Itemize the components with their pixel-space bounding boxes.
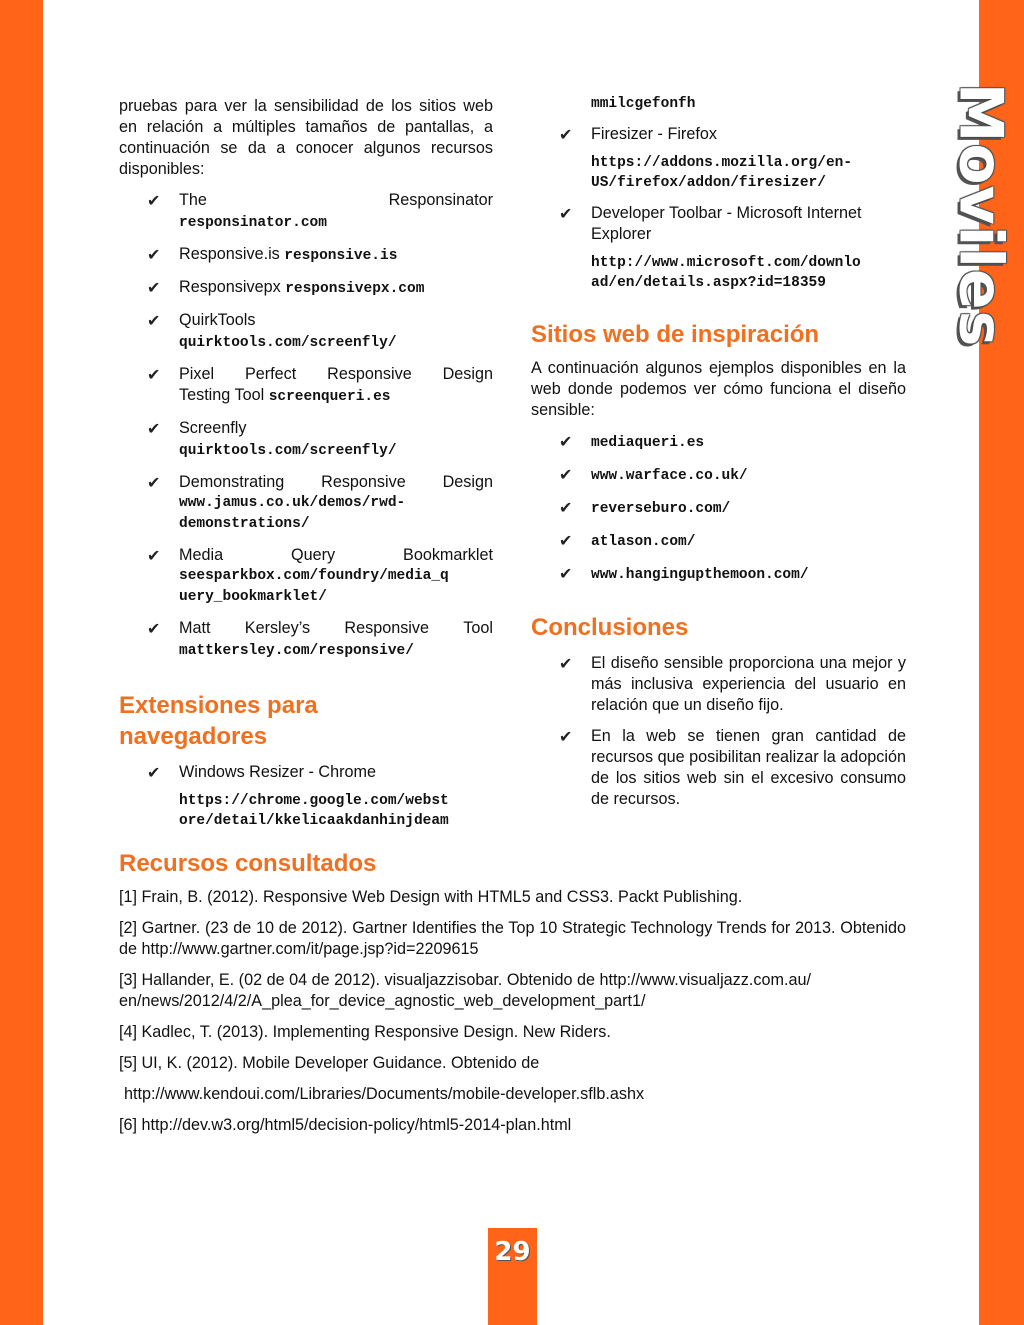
list-item xyxy=(119,310,493,354)
left-column xyxy=(119,96,493,841)
reference-item: [2] Gartner. (23 de 10 de 2012). Gartner Identifies the Top 10 Strategic Technology Trends for 2013. Obtenido de http://www.gartner.com/it/page.jsp?id=2209615 xyxy=(119,919,906,958)
tool-name: The Responsinator xyxy=(179,191,493,209)
tool-url[interactable]: quirktools.com/screenfly/ xyxy=(179,443,397,459)
extension-url[interactable]: https://chrome.google.com/webst ore/detail/kkelicaakdanhinjdeam xyxy=(179,793,449,829)
conclusions-heading: Conclusiones xyxy=(531,614,689,641)
tool-name: Media Query Bookmarklet xyxy=(179,546,493,564)
list-item xyxy=(531,563,906,586)
checkmark-icon: ✔ xyxy=(559,467,573,484)
page-number: 29 xyxy=(494,1237,531,1267)
checkmark-icon: ✔ xyxy=(147,247,161,264)
list-item xyxy=(531,464,906,487)
checkmark-icon: ✔ xyxy=(147,621,161,638)
inspiration-heading: Sitios web de inspiración xyxy=(531,321,820,348)
reference-item: [4] Kadlec, T. (2013). Implementing Responsive Design. New Riders. xyxy=(119,1023,611,1041)
site-link[interactable]: www.hangingupthemoon.com/ xyxy=(591,567,809,583)
extension-name: Windows Resizer - Chrome xyxy=(179,763,376,781)
checkmark-icon: ✔ xyxy=(559,500,573,517)
site-link[interactable]: atlason.com/ xyxy=(591,534,696,550)
list-item xyxy=(531,726,906,810)
checkmark-icon: ✔ xyxy=(559,533,573,550)
reference-url[interactable]: http://www.kendoui.com/Libraries/Documents/mobile-developer.sflb.ashx xyxy=(124,1085,645,1103)
tool-url[interactable]: mattkersley.com/responsive/ xyxy=(179,643,414,659)
intro-paragraph: pruebas para ver la sensibilidad de los sitios web en relación a múltiples tamaños de pantallas, a continuación se da a conocer algunos recursos disponibles: xyxy=(119,97,493,178)
checkmark-icon: ✔ xyxy=(147,475,161,492)
extensions-list xyxy=(119,762,493,831)
list-item xyxy=(119,244,493,267)
list-item xyxy=(119,545,493,608)
conclusion-text: El diseño sensible proporciona una mejor y más inclusiva experiencia del usuario en relación que un diseño fijo. xyxy=(591,654,906,714)
left-accent-bar xyxy=(0,0,43,1325)
tool-url[interactable]: responsinator.com xyxy=(179,215,327,231)
tool-name: Demonstrating Responsive Design xyxy=(179,473,493,491)
checkmark-icon: ✔ xyxy=(147,193,161,210)
extension-name: Firesizer - Firefox xyxy=(591,125,717,143)
checkmark-icon: ✔ xyxy=(147,765,161,782)
conclusions-list xyxy=(531,653,906,810)
checkmark-icon: ✔ xyxy=(147,280,161,297)
tool-name: Matt Kersley’s Responsive Tool xyxy=(179,619,493,637)
inspiration-list xyxy=(531,431,906,586)
tool-name: Screenfly xyxy=(179,419,247,437)
tool-name: Responsive.is xyxy=(179,245,280,263)
tool-name-line-2: Testing Tool xyxy=(179,386,265,404)
tool-url[interactable]: responsivepx.com xyxy=(285,281,425,297)
reference-item: [5] UI, K. (2012). Mobile Developer Guidance. Obtenido de xyxy=(119,1054,540,1072)
list-item xyxy=(119,364,493,408)
checkmark-icon: ✔ xyxy=(147,313,161,330)
right-column xyxy=(531,94,906,820)
inspiration-intro: A continuación algunos ejemplos disponibles en la web donde podemos ver cómo funciona el diseño sensible: xyxy=(531,359,906,419)
list-item xyxy=(531,203,906,293)
extension-url[interactable]: https://addons.mozilla.org/en- US/firefox/addon/firesizer/ xyxy=(591,155,853,191)
checkmark-icon: ✔ xyxy=(559,206,573,223)
list-item xyxy=(531,653,906,716)
list-item xyxy=(119,418,493,462)
extensions-heading: Extensiones para navegadores xyxy=(119,692,318,750)
tool-name-line-1: Pixel Perfect Responsive Design xyxy=(179,365,493,383)
list-item xyxy=(531,124,906,193)
tool-url[interactable]: responsive.is xyxy=(284,248,398,264)
tool-name: Responsivepx xyxy=(179,278,281,296)
site-link[interactable]: reverseburo.com/ xyxy=(591,501,731,517)
tool-url[interactable]: quirktools.com/screenfly/ xyxy=(179,335,397,351)
list-item xyxy=(119,618,493,662)
checkmark-icon: ✔ xyxy=(559,656,573,673)
page-number-box xyxy=(488,1228,537,1325)
list-item xyxy=(119,472,493,535)
list-item xyxy=(119,762,493,831)
checkmark-icon: ✔ xyxy=(147,548,161,565)
site-link[interactable]: www.warface.co.uk/ xyxy=(591,468,748,484)
extension-url[interactable]: http://www.microsoft.com/downlo ad/en/details.aspx?id=18359 xyxy=(591,255,861,291)
checkmark-icon: ✔ xyxy=(559,566,573,583)
tool-name: QuirkTools xyxy=(179,311,256,329)
list-item xyxy=(119,190,493,234)
references-heading: Recursos consultados xyxy=(119,850,377,877)
list-item xyxy=(531,431,906,454)
reference-item: [1] Frain, B. (2012). Responsive Web Design with HTML5 and CSS3. Packt Publishing. xyxy=(119,888,743,906)
site-link[interactable]: mediaqueri.es xyxy=(591,435,705,451)
extension-name: Developer Toolbar - Microsoft Internet Explorer xyxy=(591,204,862,243)
list-item xyxy=(531,497,906,520)
checkmark-icon: ✔ xyxy=(559,127,573,144)
checkmark-icon: ✔ xyxy=(559,729,573,746)
list-item xyxy=(119,277,493,300)
tool-url[interactable]: seesparkbox.com/foundry/media_q uery_bookmarklet/ xyxy=(179,568,449,605)
extension-url-continued[interactable]: mmilcgefonfh xyxy=(591,96,696,112)
tool-url[interactable]: screenqueri.es xyxy=(268,389,391,405)
checkmark-icon: ✔ xyxy=(147,421,161,438)
checkmark-icon: ✔ xyxy=(147,367,161,384)
section-side-title: Moviles xyxy=(945,82,1016,348)
conclusion-text: En la web se tienen gran cantidad de recursos que posibilitan realizar la adopción de los sitios web sin el excesivo consumo de recursos. xyxy=(591,727,906,808)
tools-list xyxy=(119,190,493,662)
reference-item: [6] http://dev.w3.org/html5/decision-policy/html5-2014-plan.html xyxy=(119,1116,572,1134)
references-section xyxy=(119,848,906,1146)
tool-url[interactable]: www.jamus.co.uk/demos/rwd- demonstrations/ xyxy=(179,495,406,532)
reference-item: [3] Hallander, E. (02 de 04 de 2012). visualjazzisobar. Obtenido de http://www.visualjazz.com.au/ en/news/2012/4/2/A_plea_for_device_agnostic_web_development_part1/ xyxy=(119,971,811,1010)
extensions-list-continued xyxy=(531,124,906,293)
checkmark-icon: ✔ xyxy=(559,434,573,451)
list-item xyxy=(531,530,906,553)
